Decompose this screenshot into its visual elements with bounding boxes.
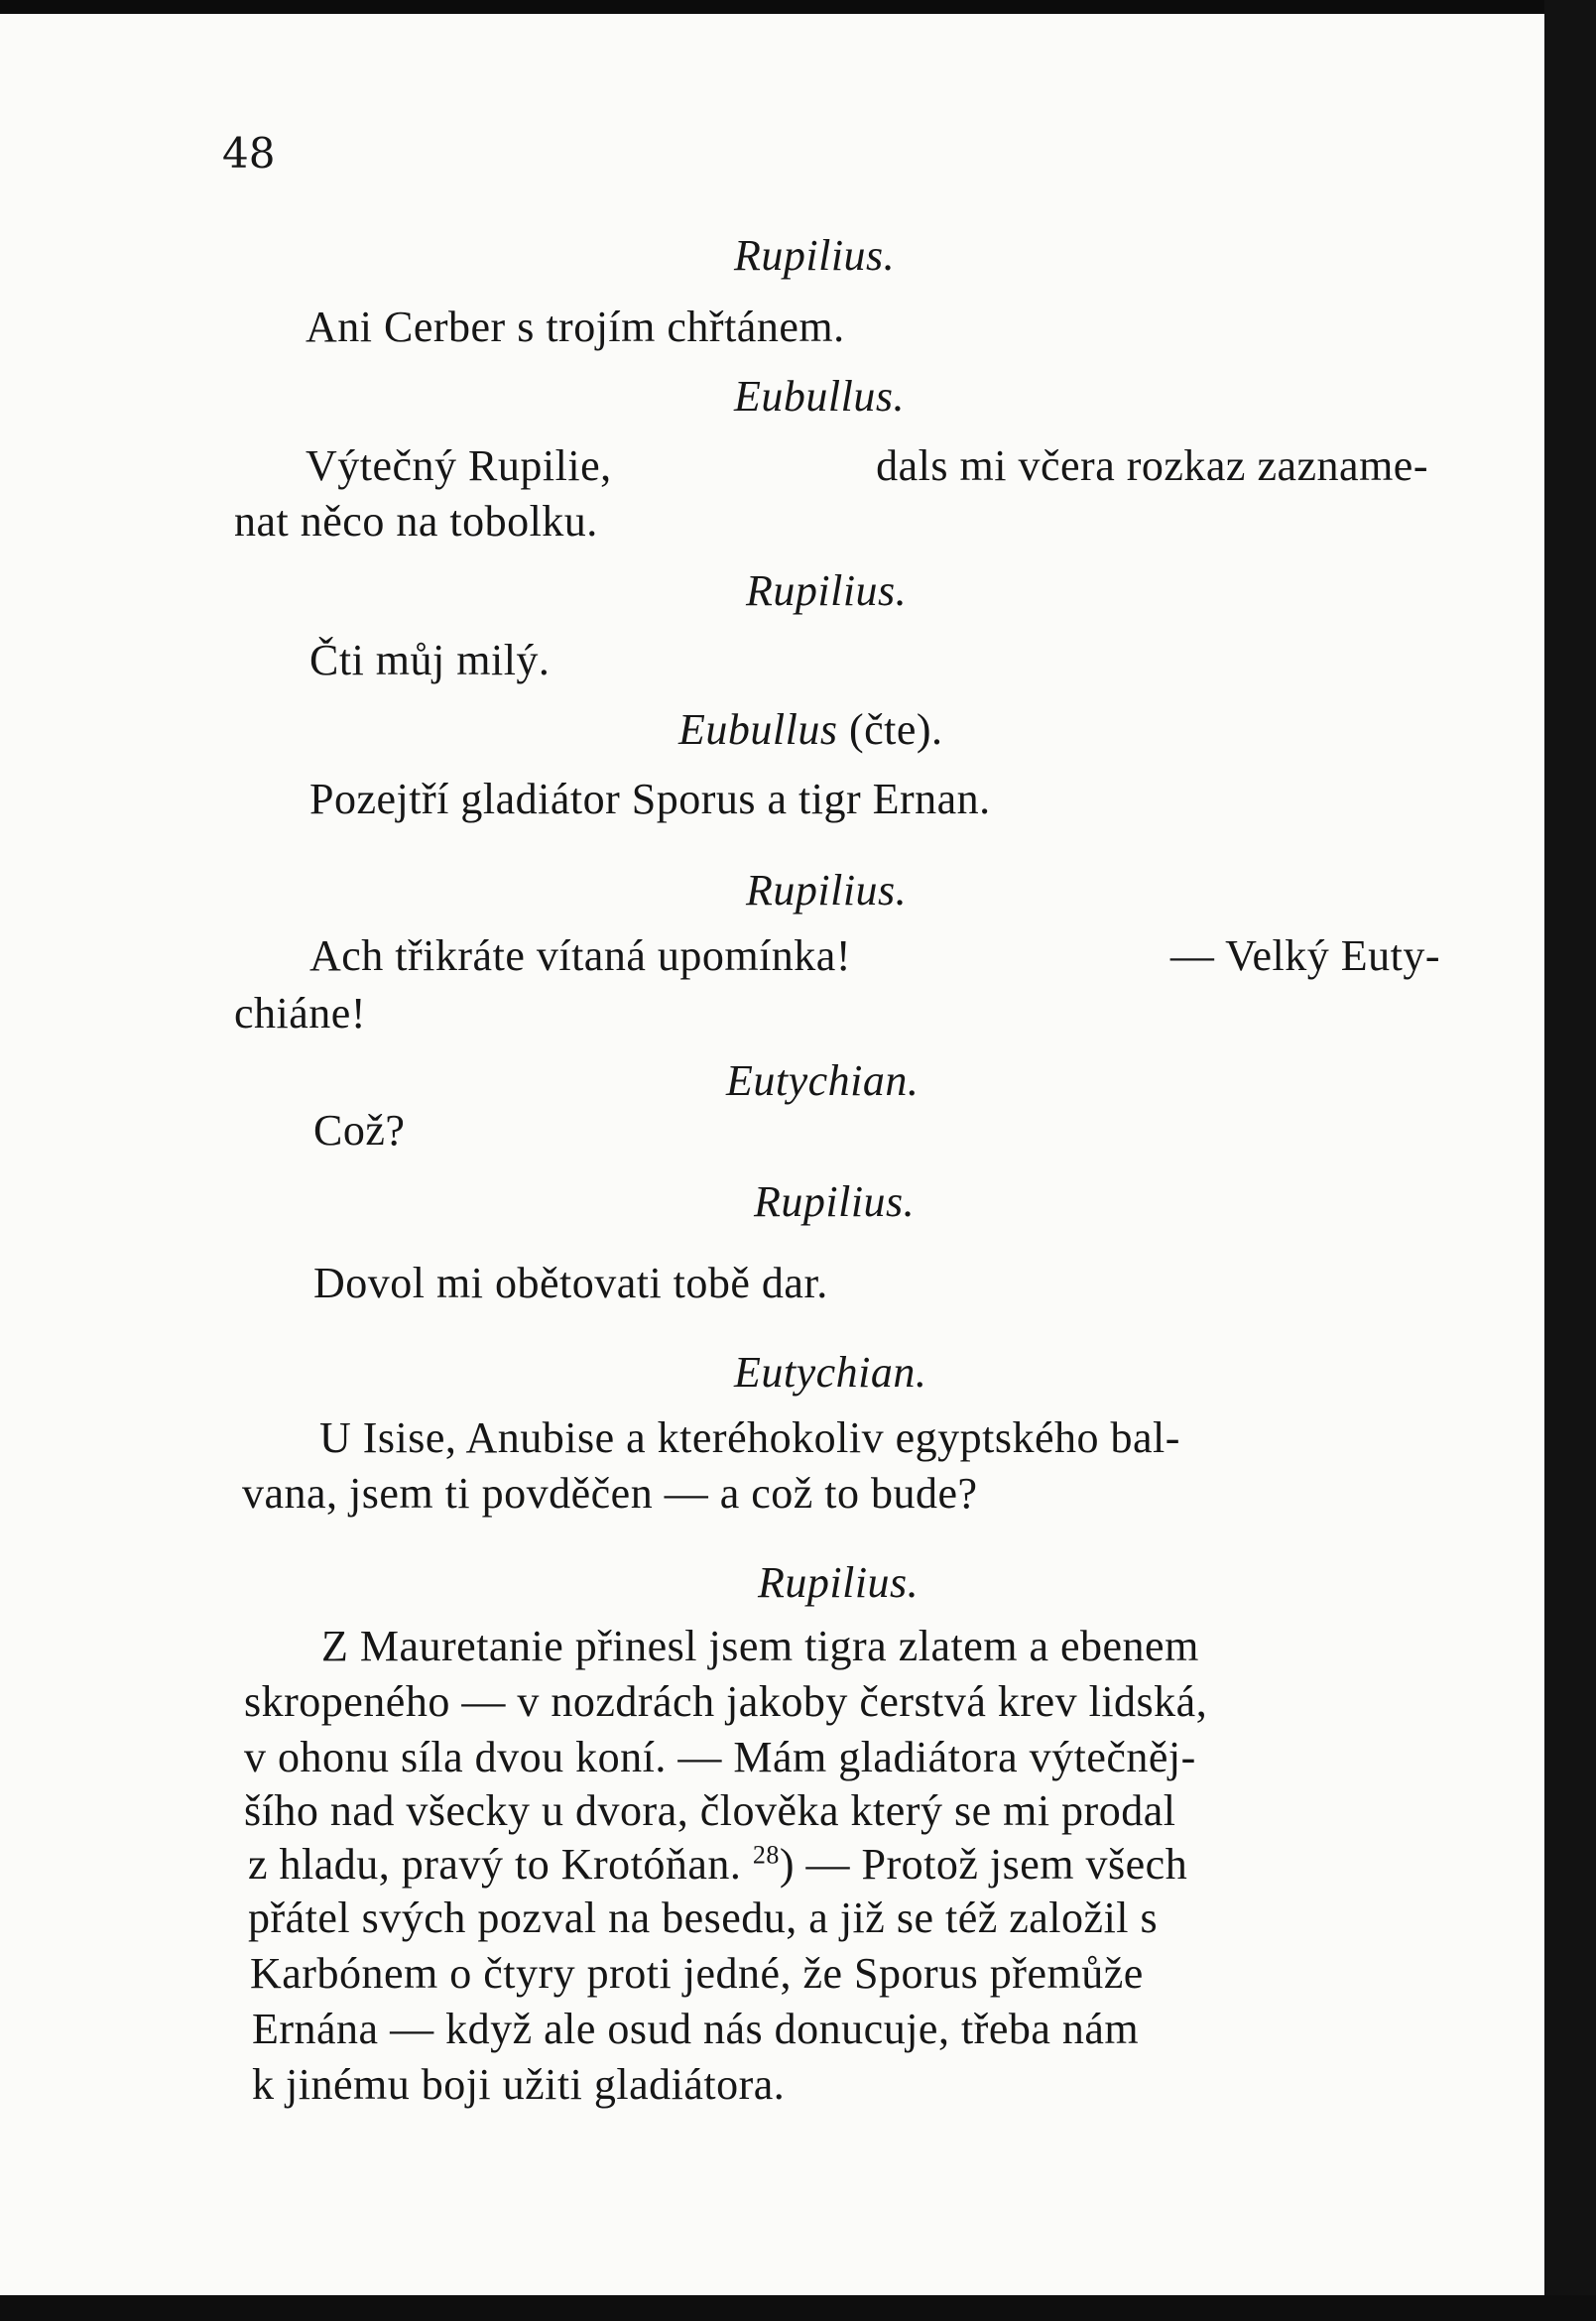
dialogue-line: Ernána — když ale osud nás donucuje, třeba nám [252, 2005, 1140, 2053]
page-number: 48 [222, 129, 276, 178]
speaker-heading: Eutychian. [726, 1056, 920, 1105]
dialogue-line: Z Mauretanie přinesl jsem tigra zlatem a ebenem [321, 1622, 1199, 1670]
speaker-heading: Rupilius. [746, 566, 908, 615]
book-page [0, 14, 1544, 2295]
dialogue-line: Čti můj milý. [309, 636, 551, 684]
dialogue-line: skropeného — v nozdrách jakoby čerstvá krev lidská, [244, 1677, 1208, 1726]
dialogue-line-part: Ach třikráte vítaná upomínka! [309, 931, 851, 980]
dialogue-line: U Isise, Anubise a kteréhokoliv egyptského bal- [319, 1413, 1180, 1462]
speaker-heading: Eubullus. [734, 372, 905, 421]
dialogue-line: Což? [313, 1106, 406, 1155]
dialogue-line-part: z hladu, pravý to Krotóňan. [248, 1840, 742, 1889]
dialogue-line-part: ) — Protož jsem všech [779, 1840, 1188, 1889]
dialogue-line-part: — Velký Euty- [1169, 931, 1440, 980]
speaker-heading-with-note [678, 704, 943, 755]
dialogue-line: nat něco na tobolku. [234, 497, 598, 546]
speaker-heading: Rupilius. [754, 1177, 916, 1226]
stage-note: (čte). [848, 705, 943, 754]
dialogue-line: chiáne! [234, 989, 366, 1038]
dialogue-line-part: dals mi včera rozkaz zazname- [876, 441, 1428, 490]
dialogue-line: Ani Cerber s trojím chřtánem. [306, 303, 845, 351]
speaker-heading: Rupilius. [734, 231, 896, 280]
dialogue-line-part: Výtečný Rupilie, [306, 441, 612, 490]
dialogue-line: v ohonu síla dvou koní. — Mám gladiátora výtečněj- [244, 1733, 1196, 1781]
dialogue-line: Pozejtří gladiátor Sporus a tigr Ernan. [309, 775, 991, 823]
dialogue-line: Dovol mi obětovati tobě dar. [313, 1259, 828, 1307]
dialogue-line: přátel svých pozval na besedu, a již se též založil s [248, 1893, 1159, 1942]
speaker-heading: Rupilius. [758, 1558, 920, 1607]
binding-edge [1544, 0, 1596, 2321]
dialogue-line: k jinému boji užiti gladiátora. [252, 2060, 786, 2109]
dialogue-line [306, 440, 1428, 491]
dialogue-line [248, 1839, 1187, 1890]
scan-bottom-edge [0, 2295, 1596, 2321]
speaker-heading: Rupilius. [746, 866, 908, 915]
dialogue-line: vana, jsem ti povděčen — a což to bude? [242, 1469, 978, 1518]
speaker-name: Eubullus [678, 705, 838, 754]
dialogue-line: Karbónem o čtyry proti jedné, že Sporus přemůže [250, 1949, 1144, 1998]
footnote-reference: 28 [752, 1840, 780, 1870]
dialogue-line: šího nad všecky u dvora, člověka který se mi prodal [244, 1786, 1176, 1835]
speaker-heading: Eutychian. [734, 1348, 927, 1397]
dialogue-line [309, 930, 1440, 981]
